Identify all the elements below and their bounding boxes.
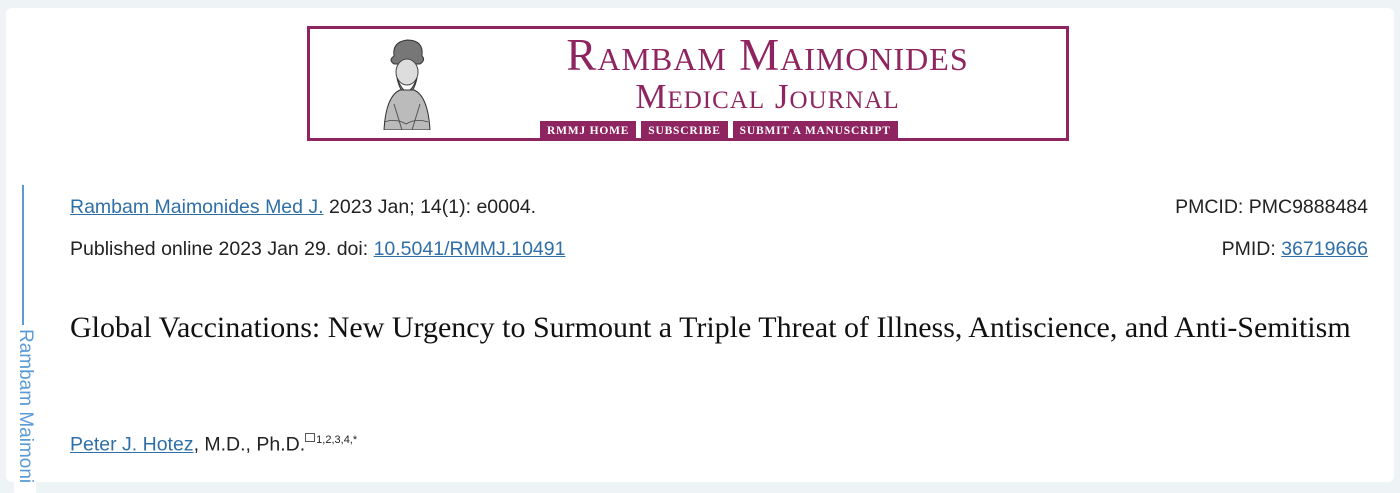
side-tab-rail — [22, 185, 24, 335]
side-tab-label[interactable]: Rambam Maimoni — [14, 325, 36, 493]
journal-title: Rambam Maimonides — [566, 30, 969, 80]
pmid-link[interactable]: 36719666 — [1281, 238, 1368, 260]
maimonides-portrait-icon — [364, 34, 450, 130]
envelope-icon[interactable] — [305, 433, 315, 442]
article-title: Global Vaccinations: New Urgency to Surmount a Triple Threat of Illness, Antiscience, and Anti-Semitism — [70, 311, 1351, 344]
pmid-label: PMID: — [1221, 238, 1282, 260]
journal-subtitle: Medical Journal — [635, 77, 900, 116]
journal-banner — [307, 26, 1069, 141]
subscribe-link[interactable]: SUBSCRIBE — [641, 121, 727, 141]
citation-row — [70, 193, 1370, 221]
submit-manuscript-link[interactable]: SUBMIT A MANUSCRIPT — [733, 121, 898, 141]
pmcid: PMCID: PMC9888484 — [1175, 196, 1368, 218]
author-line — [70, 426, 357, 459]
doi-link[interactable]: 10.5041/RMMJ.10491 — [373, 238, 566, 260]
rmmj-home-link[interactable]: RMMJ HOME — [540, 121, 636, 141]
author-affiliations[interactable]: 1,2,3,4,* — [316, 434, 358, 446]
author-link[interactable]: Peter J. Hotez — [70, 433, 194, 456]
author-degrees: , M.D., Ph.D. — [193, 433, 306, 456]
citation-issue: 2023 Jan; 14(1): e0004. — [323, 196, 537, 218]
publication-row — [70, 235, 1370, 263]
pmid — [1222, 235, 1368, 263]
journal-link[interactable]: Rambam Maimonides Med J. — [70, 196, 324, 218]
published-date: Published online 2023 Jan 29. doi: — [70, 238, 374, 260]
banner-nav — [540, 121, 898, 141]
